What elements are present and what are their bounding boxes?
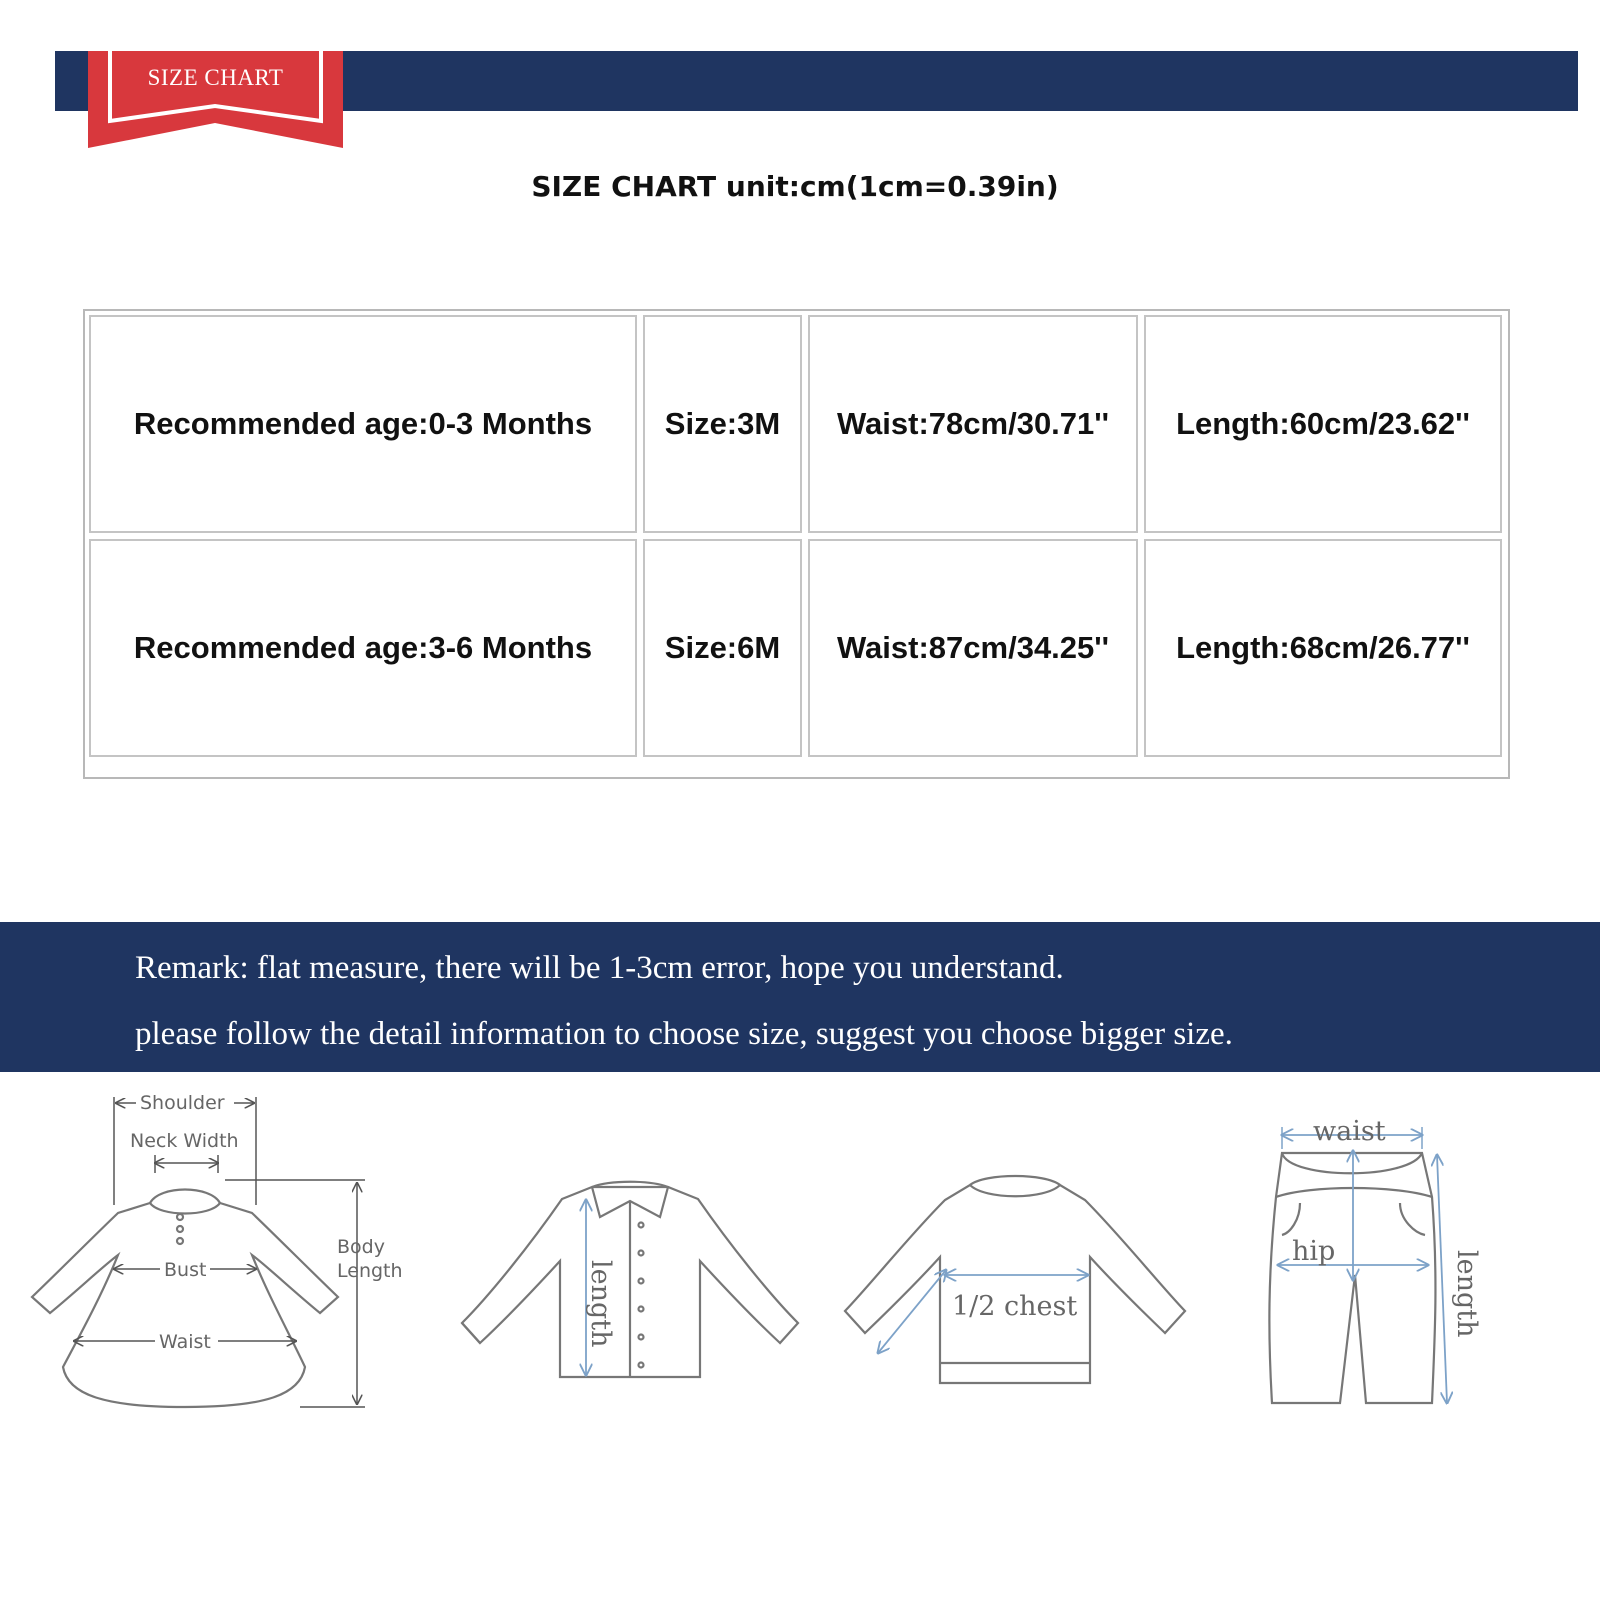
table-row xyxy=(89,315,1502,533)
size-cell: Size:3M xyxy=(643,315,802,533)
remark-line-2: please follow the detail information to choose size, suggest you choose bigger size. xyxy=(135,1016,1233,1052)
bust-label: Bust xyxy=(164,1259,207,1281)
remark-line-1: Remark: flat measure, there will be 1-3cm error, hope you understand. xyxy=(135,950,1064,986)
shirt-length-label: length xyxy=(585,1260,616,1348)
table-row xyxy=(89,539,1502,757)
shirt-diagram xyxy=(462,1182,798,1377)
size-table xyxy=(83,309,1510,779)
remark-bar xyxy=(0,922,1600,1072)
chart-title: SIZE CHART unit:cm(1cm=0.39in) xyxy=(531,170,1059,203)
body-length-label-1: Body xyxy=(337,1236,385,1258)
waist-label: Waist xyxy=(159,1331,211,1353)
waist-cell: Waist:87cm/34.25'' xyxy=(808,539,1138,757)
neck-width-label: Neck Width xyxy=(130,1130,239,1152)
body-length-label-2: Length xyxy=(337,1260,403,1282)
sweater-diagram xyxy=(845,1176,1185,1383)
age-cell: Recommended age:3-6 Months xyxy=(89,539,637,757)
shoulder-label: Shoulder xyxy=(140,1092,225,1114)
pants-length-label: length xyxy=(1451,1250,1482,1338)
size-cell: Size:6M xyxy=(643,539,802,757)
chest-label: 1/2 chest xyxy=(952,1291,1078,1322)
pants-waist-label: waist xyxy=(1313,1116,1386,1147)
size-chart-ribbon xyxy=(88,51,343,151)
measurement-diagrams xyxy=(0,1085,1600,1445)
length-cell: Length:68cm/26.77'' xyxy=(1144,539,1502,757)
age-cell: Recommended age:0-3 Months xyxy=(89,315,637,533)
length-cell: Length:60cm/23.62'' xyxy=(1144,315,1502,533)
hip-label: hip xyxy=(1292,1236,1336,1267)
waist-cell: Waist:78cm/30.71'' xyxy=(808,315,1138,533)
ribbon-label: SIZE CHART xyxy=(147,65,284,90)
